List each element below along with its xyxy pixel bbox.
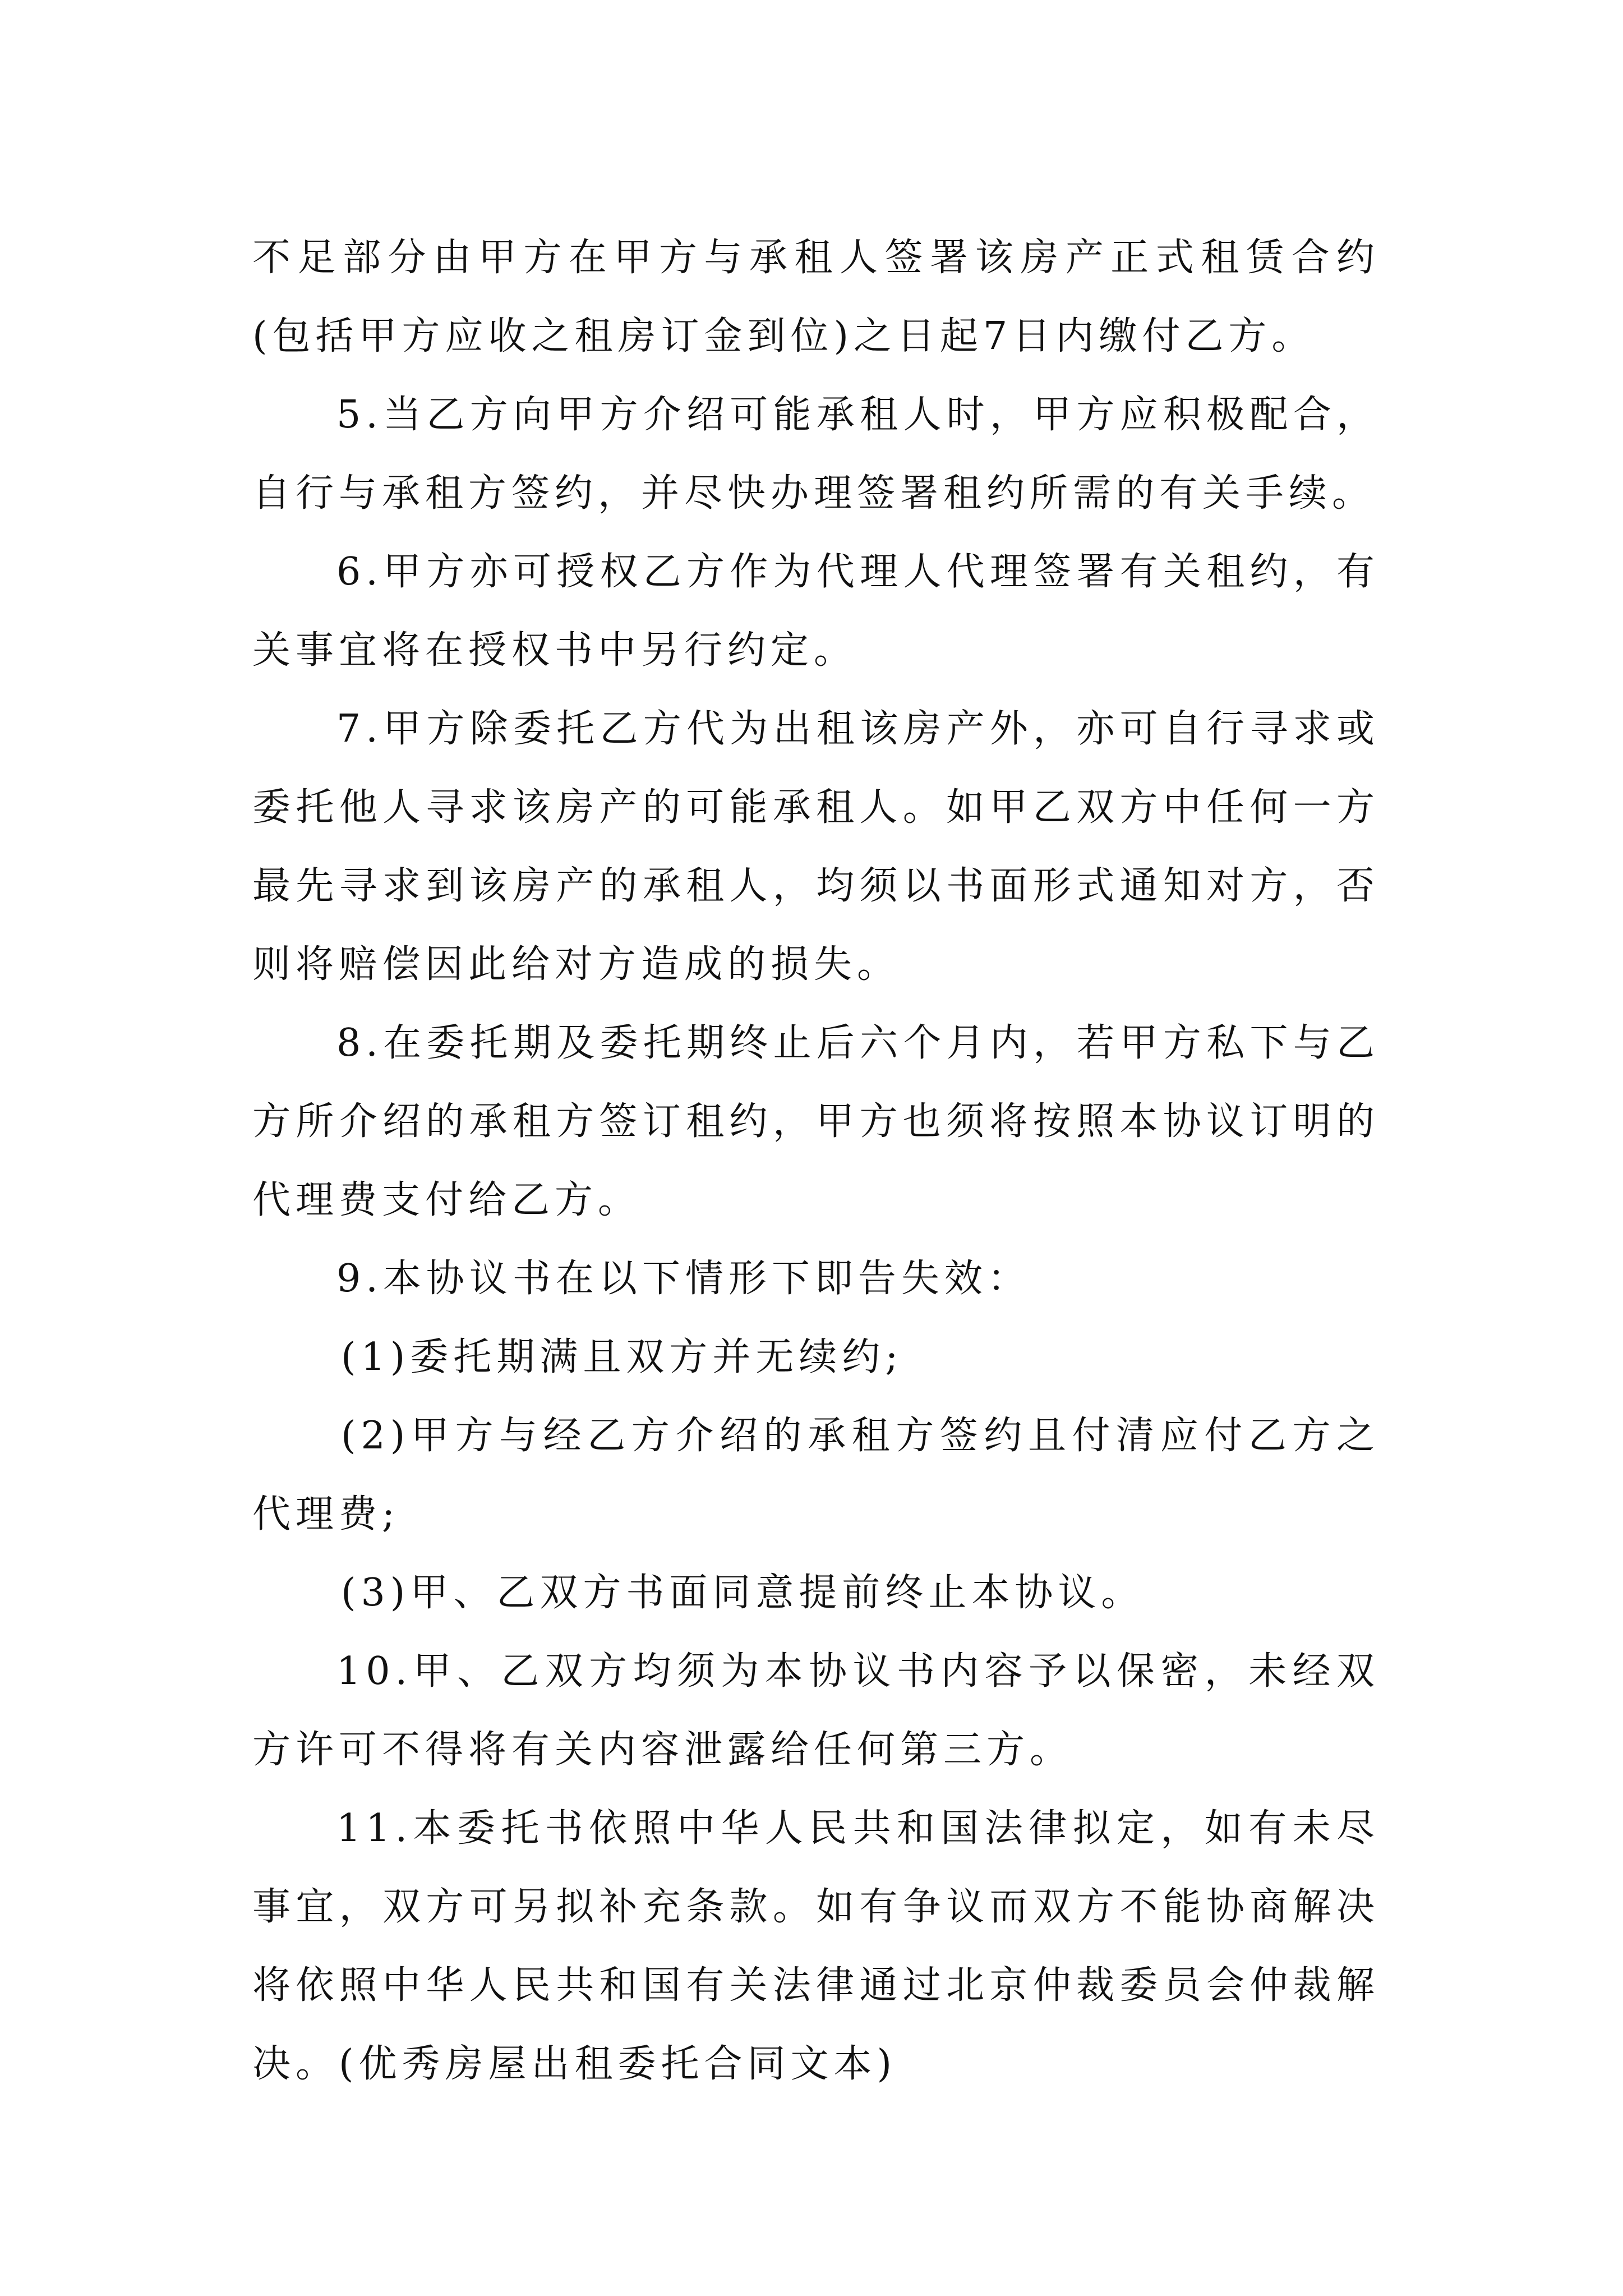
document-body (252, 219, 1380, 2104)
paragraph-clause-11: 11.本委托书依照中华人民共和国法律拟定，如有未尽事宜，双方可另拟补充条款。如有争议而双方不能协商解决将依照中华人民共和国有关法律通过北京仲裁委员会仲裁解决。(优秀房屋出租委托合同文本) (252, 1806, 1380, 2086)
paragraph-clause-7: 7.甲方除委托乙方代为出租该房产外，亦可自行寻求或委托他人寻求该房产的可能承租人。如甲乙双方中任何一方最先寻求到该房产的承租人，均须以书面形式通知对方，否则将赔偿因此给对方造成的损失。 (252, 707, 1380, 987)
paragraph-clause-5: 5.当乙方向甲方介绍可能承租人时，甲方应积极配合，自行与承租方签约，并尽快办理签署租约所需的有关手续。 (252, 393, 1380, 516)
paragraph-clause-6: 6.甲方亦可授权乙方作为代理人代理签署有关租约，有关事宜将在授权书中另行约定。 (252, 550, 1380, 673)
paragraph-clause-9-item-2: (2)甲方与经乙方介绍的承租方签约且付清应付乙方之代理费; (252, 1414, 1380, 1536)
paragraph-clause-8: 8.在委托期及委托期终止后六个月内，若甲方私下与乙方所介绍的承租方签订租约，甲方也须将按照本协议订明的代理费支付给乙方。 (252, 1021, 1380, 1222)
paragraph-clause-9: 9.本协议书在以下情形下即告失效： (336, 1257, 1031, 1301)
paragraph-clause-9-item-1: (1)委托期满且双方并无续约; (341, 1335, 903, 1379)
paragraph-clause-10: 10.甲、乙双方均须为本协议书内容予以保密，未经双方许可不得将有关内容泄露给任何第三方。 (252, 1649, 1380, 1772)
paragraph-clause-9-item-3: (3)甲、乙双方书面同意提前终止本协议。 (341, 1571, 1145, 1615)
paragraph-continuation: 不足部分由甲方在甲方与承租人签署该房产正式租赁合约(包括甲方应收之租房订金到位)之日起7日内缴付乙方。 (252, 236, 1380, 358)
